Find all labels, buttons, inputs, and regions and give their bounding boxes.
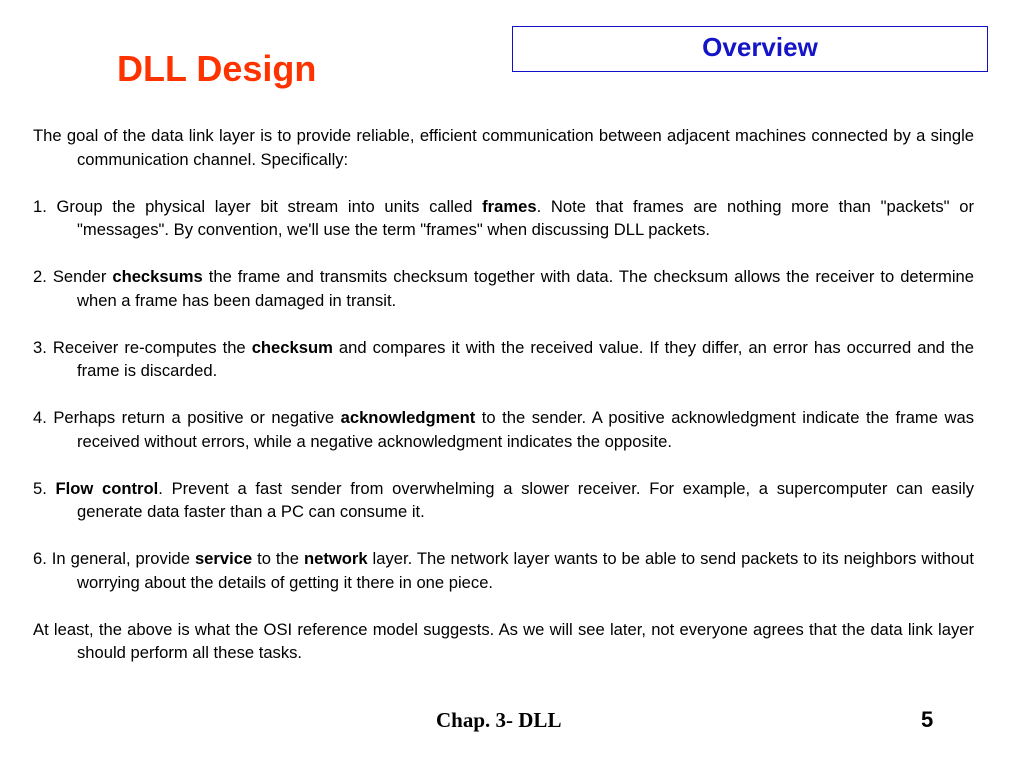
footer-page-number: 5 <box>921 707 934 732</box>
list-item-3 <box>33 336 974 383</box>
list-item-2 <box>33 265 974 312</box>
item-6-text-after: layer. The network layer wants to be able to send packets to its neighbors without worrying about the details of getting it there in one piece. <box>77 549 975 592</box>
item-3-text-after: and compares it with the received value. If they differ, an error has occurred and the frame is discarded. <box>77 337 974 380</box>
closing-text: At least, the above is what the OSI reference model suggests. As we will see later, not everyone agrees that the data link layer should perform all these tasks. <box>33 619 974 662</box>
item-4-text-after: to the sender. A positive acknowledgment indicate the frame was received without errors, while a negative acknowledgment indicates the opposite. <box>77 408 975 451</box>
item-4-text-before: 4. Perhaps return a positive or negative <box>33 408 341 427</box>
intro-text: The goal of the data link layer is to provide reliable, efficient communication between adjacent machines connected by a single communication channel. Specifically: <box>33 126 974 169</box>
item-1-text-before: 1. Group the physical layer bit stream into units called <box>33 196 483 216</box>
item-1-term: frames <box>482 196 537 216</box>
item-6-term-service: service <box>194 549 253 568</box>
slide-title: DLL Design <box>117 48 317 89</box>
footer-chapter-label: Chap. 3- DLL <box>436 708 562 732</box>
item-6-term-network: network <box>303 549 368 568</box>
item-1-text-after: . Note that frames are nothing more than "packets" or "messages". By convention, we'll use the term "frames" when discussing DLL packets. <box>77 196 974 239</box>
item-5-text-after: . Prevent a fast sender from overwhelming a slower receiver. For example, a supercomputer can easily generate data faster than a PC can consume it. <box>77 478 974 521</box>
list-item-1 <box>33 195 974 242</box>
item-4-term: acknowledgment <box>340 408 476 427</box>
item-5-term: Flow control <box>55 478 159 498</box>
list-item-6 <box>33 547 974 594</box>
item-2-term: checksums <box>112 267 203 286</box>
item-5-text-before: 5. <box>33 478 56 498</box>
item-6-text-middle: to the <box>252 549 304 568</box>
item-2-text-after: the frame and transmits checksum together with data. The checksum allows the receiver to determine when a frame has been damaged in transit. <box>77 267 974 310</box>
slide-body <box>33 124 974 665</box>
closing-paragraph <box>33 618 974 665</box>
overview-section-box <box>512 26 988 72</box>
overview-label: Overview <box>702 32 818 62</box>
list-item-5 <box>33 477 974 524</box>
intro-paragraph <box>33 124 974 171</box>
item-2-text-before: 2. Sender <box>33 267 113 286</box>
item-3-text-before: 3. Receiver re-computes the <box>33 337 252 357</box>
item-3-term: checksum <box>251 337 333 357</box>
item-6-text-before: 6. In general, provide <box>33 549 195 568</box>
list-item-4 <box>33 406 974 453</box>
